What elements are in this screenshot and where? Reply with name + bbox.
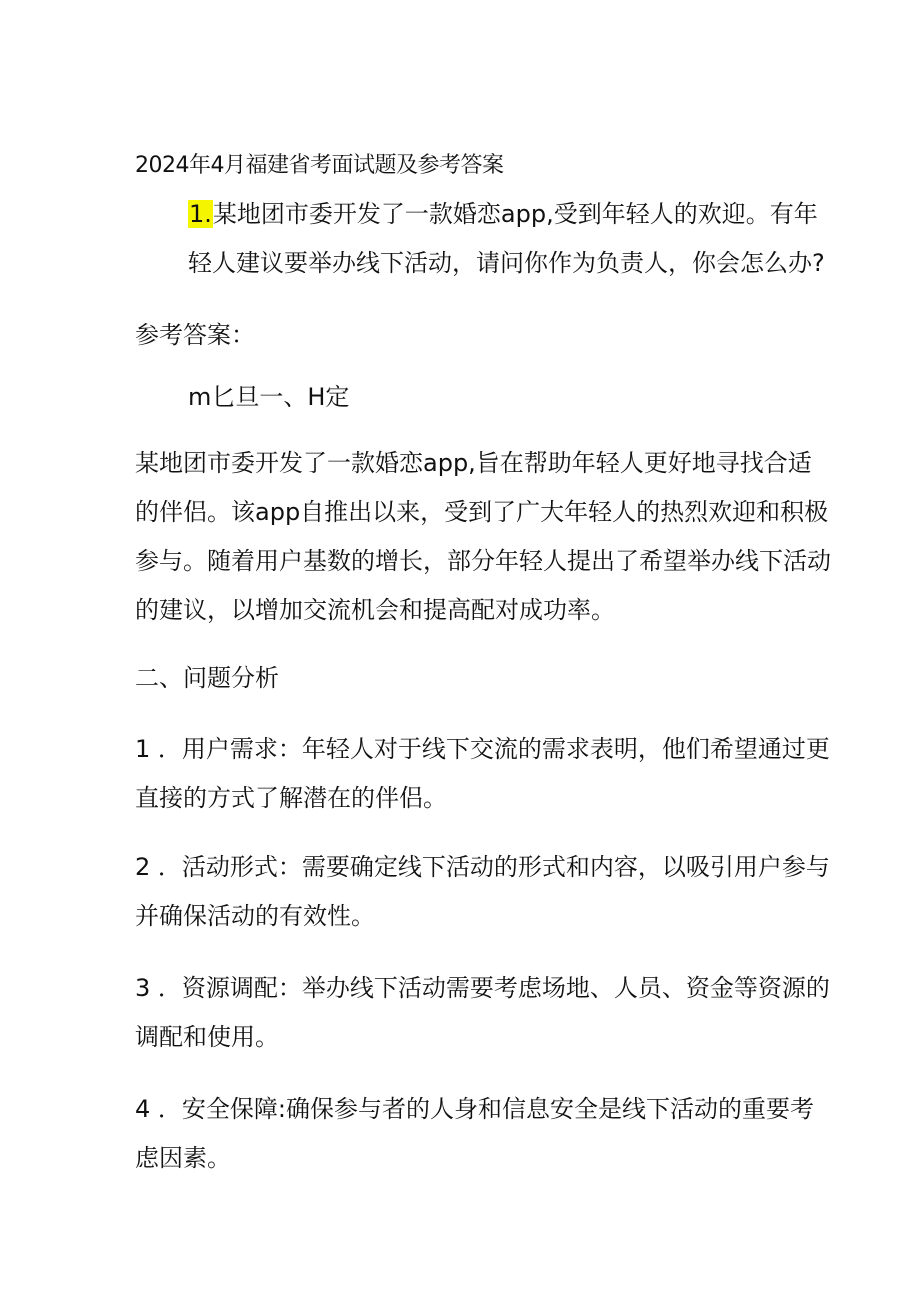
list-item-number: 3	[135, 974, 151, 1002]
document-title: 2024年4月福建省考面试题及参考答案	[135, 153, 504, 178]
question-line-1	[188, 198, 818, 230]
list-item	[135, 851, 830, 883]
background-para-line: 参与。随着用户基数的增长，部分年轻人提出了希望举办线下活动	[135, 547, 831, 575]
list-item-continuation: 调配和使用。	[135, 1023, 279, 1051]
section-heading-analysis: 二、问题分析	[135, 664, 279, 692]
list-item-continuation: 并确保活动的有效性。	[135, 902, 375, 930]
list-item-text: ．资源调配：举办线下活动需要考虑场地、人员、资金等资源的	[157, 974, 830, 1002]
list-item	[135, 1093, 814, 1125]
section-heading-background: m匕旦一、H定	[188, 383, 350, 411]
question-number-highlight: 1.	[189, 200, 212, 228]
list-item	[135, 972, 830, 1004]
answer-label: 参考答案：	[135, 321, 255, 349]
list-item-continuation: 直接的方式了解潜在的伴侣。	[135, 784, 447, 812]
list-item-number: 1	[135, 735, 151, 763]
background-para-line: 的建议，以增加交流机会和提高配对成功率。	[135, 596, 615, 624]
list-item-text: ．活动形式：需要确定线下活动的形式和内容，以吸引用户参与	[157, 853, 830, 881]
list-item-continuation: 虑因素。	[135, 1144, 231, 1172]
question-line-2: 轻人建议要举办线下活动，请问你作为负责人，你会怎么办?	[188, 249, 825, 277]
list-item-number: 2	[135, 853, 151, 881]
list-item-text: ．安全保障:确保参与者的人身和信息安全是线下活动的重要考	[157, 1095, 815, 1123]
list-item	[135, 733, 830, 765]
question-text-1: 某地团市委开发了一款婚恋app,受到年轻人的欢迎。有年	[212, 200, 818, 228]
list-item-text: ．用户需求：年轻人对于线下交流的需求表明，他们希望通过更	[157, 735, 830, 763]
list-item-number: 4	[135, 1095, 151, 1123]
background-para-line: 的伴侣。该app自推出以来，受到了广大年轻人的热烈欢迎和积极	[135, 498, 829, 526]
background-para-line: 某地团市委开发了一款婚恋app,旨在帮助年轻人更好地寻找合适	[135, 449, 812, 477]
